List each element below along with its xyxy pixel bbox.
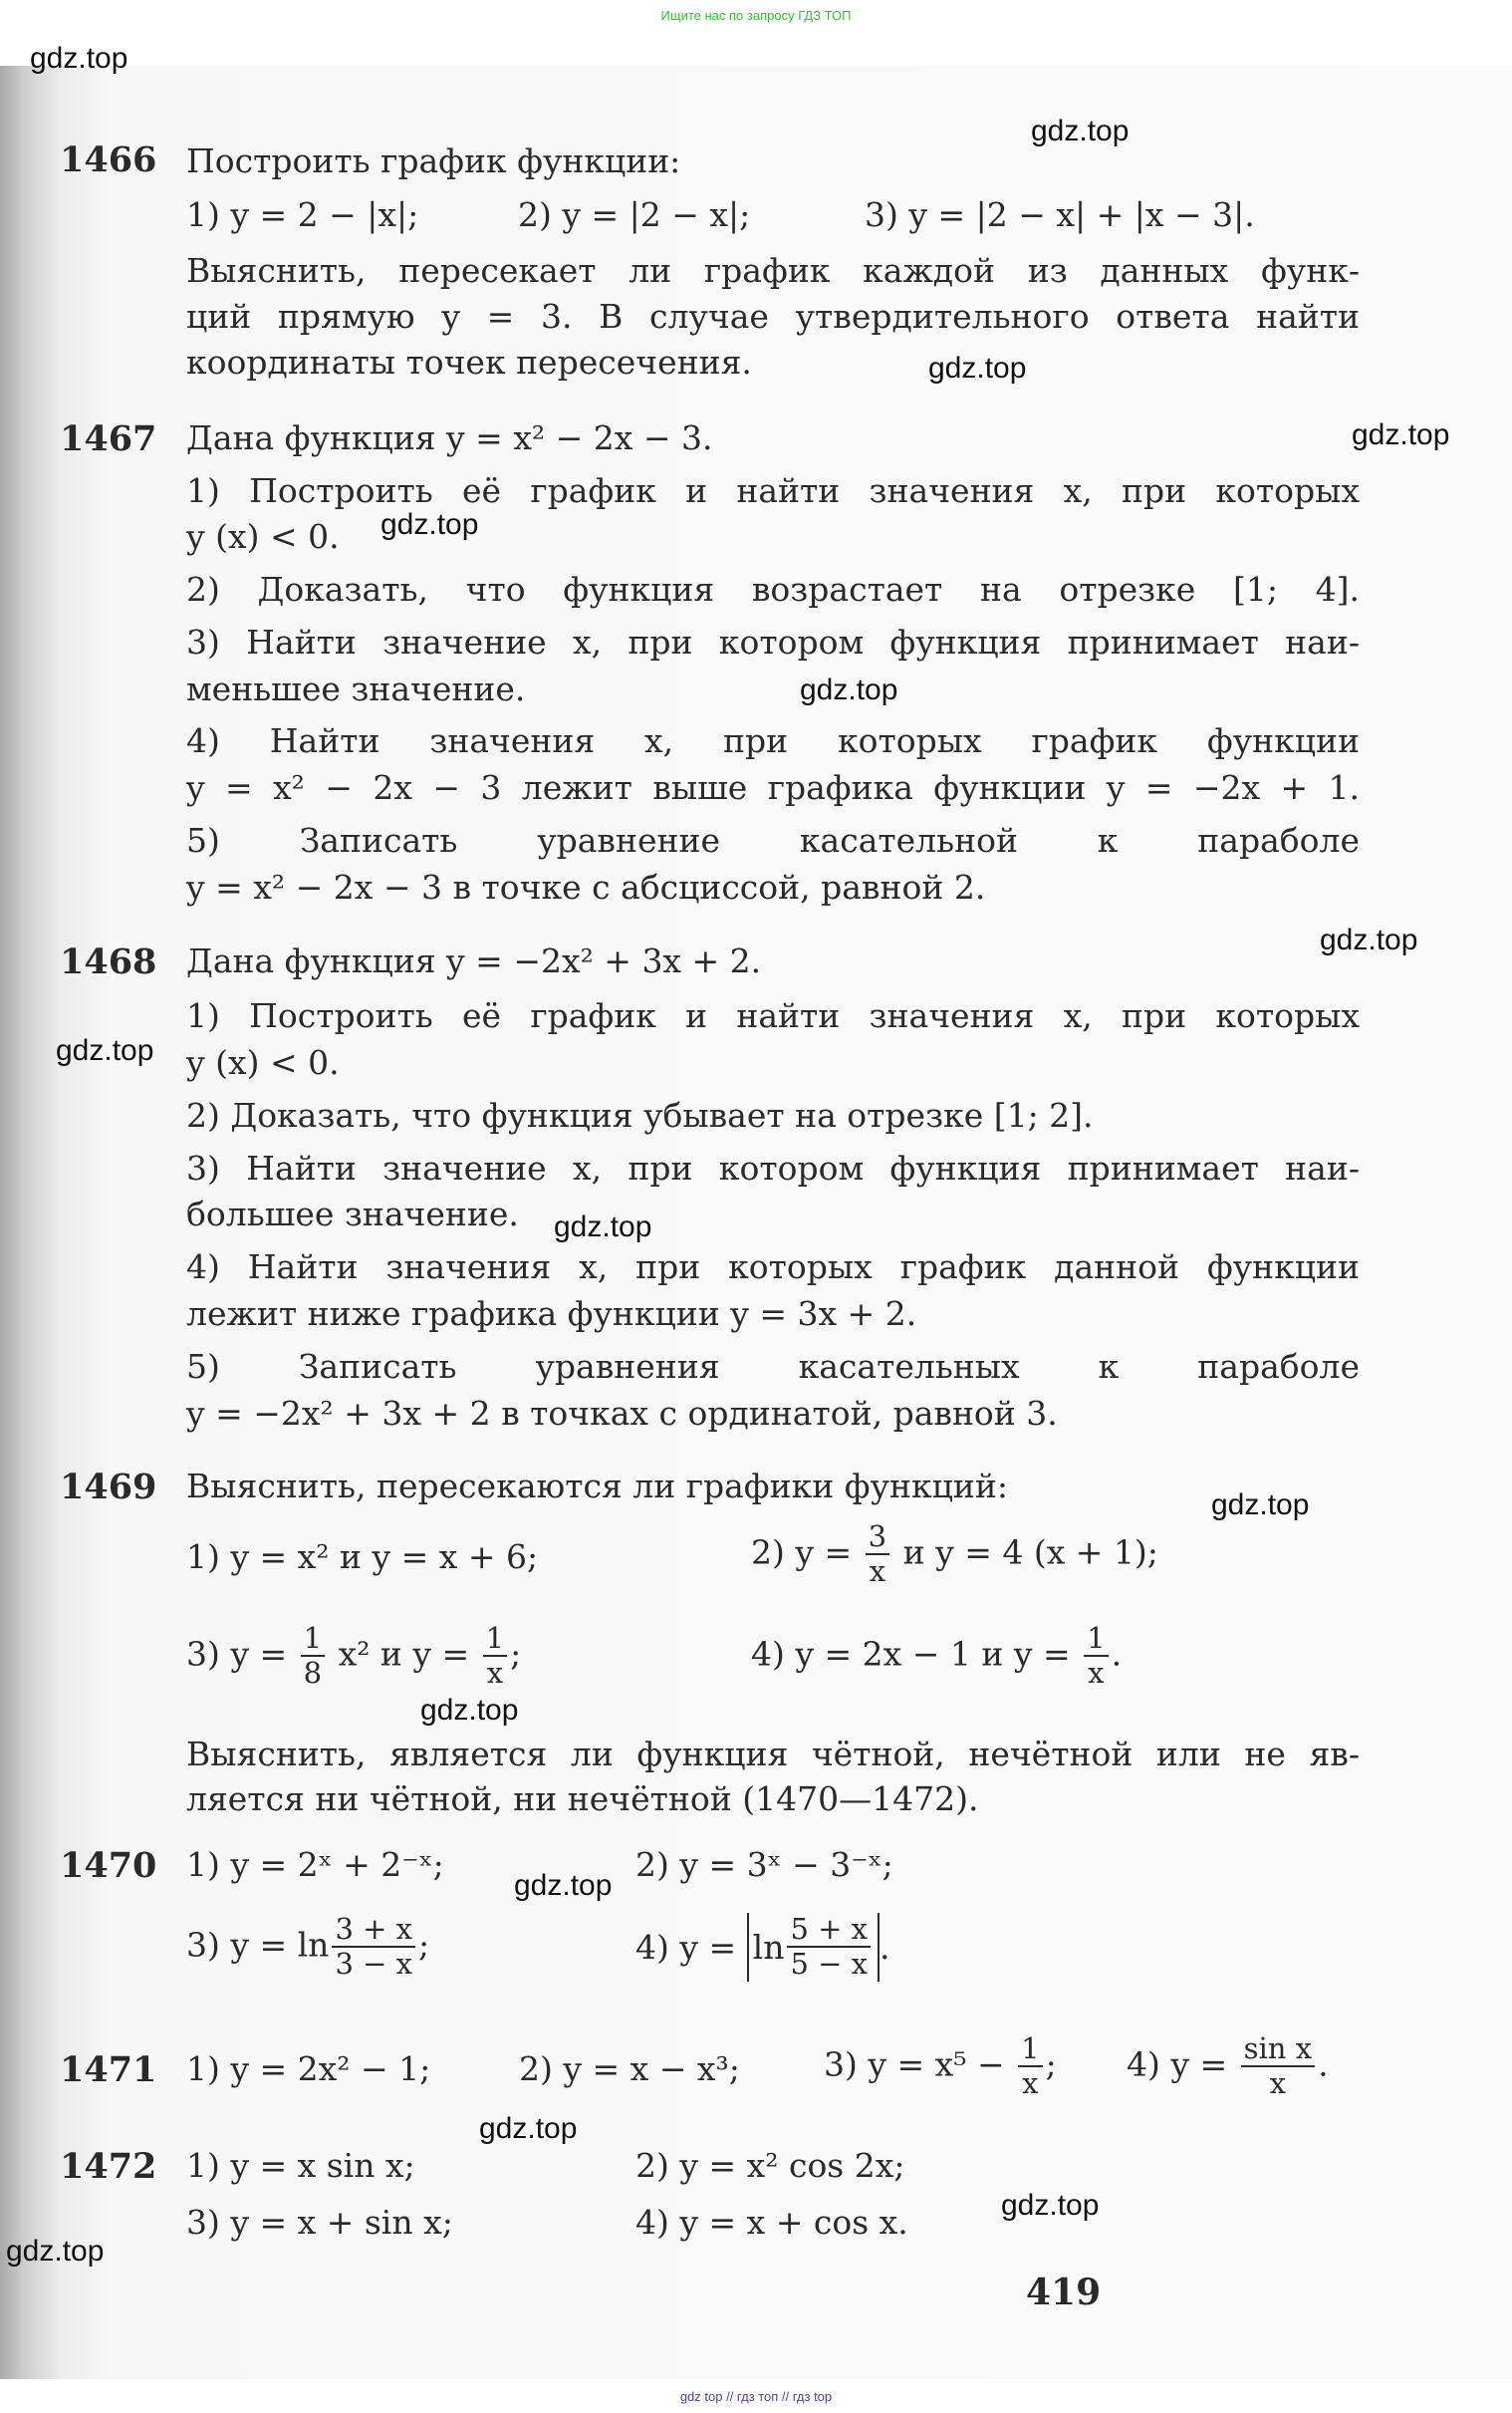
problem-text: Выяснить, пересекаются ли графики функций: (186, 1467, 1008, 1505)
problem-text: 1) Построить её график и найти значения x, при которых (186, 471, 1360, 510)
fraction (787, 1913, 871, 1982)
numerator: 1 (1018, 2032, 1042, 2067)
watermark: gdz.top (479, 2112, 578, 2145)
formula-1: 1) y = x² и y = x + 6; (186, 1537, 539, 1576)
problem-text: Дана функция y = −2x² + 3x + 2. (186, 941, 762, 980)
numerator: 1 (1084, 1622, 1108, 1657)
formula-4 (1127, 2032, 1329, 2101)
fraction (866, 1520, 889, 1589)
watermark: gdz.top (56, 1034, 154, 1067)
problem-text: Построить график функции: (186, 141, 681, 180)
numerator: 1 (483, 1622, 507, 1657)
watermark: gdz.top (928, 352, 1027, 385)
problem-text: y = −2x² + 3x + 2 в точках с ординатой, равной 3. (186, 1394, 1058, 1433)
formula-3 (824, 2032, 1057, 2101)
formula-2: 2) y = 3ˣ − 3⁻ˣ; (635, 1845, 893, 1884)
problem-text: 3) Найти значение x, при котором функция принимает наи- (186, 1149, 1360, 1188)
watermark: gdz.top (1001, 2189, 1100, 2222)
problem-text: 4) Найти значения x, при которых график функции (186, 721, 1360, 760)
denominator: 8 (303, 1656, 323, 1691)
problem-text: Дана функция y = x² − 2x − 3. (186, 418, 713, 457)
section-intro: Выяснить, является ли функция чётной, нечётной или не яв- (186, 1735, 1360, 1773)
fraction (1084, 1622, 1108, 1691)
problem-text: координаты точек пересечения. (186, 343, 752, 382)
watermark: gdz.top (30, 42, 128, 75)
formula-4: 4) y = x + cos x. (635, 2203, 908, 2242)
watermark: gdz.top (1352, 418, 1450, 451)
watermark: gdz.top (1031, 115, 1130, 147)
problem-text: ций прямую y = 3. В случае утвердительного ответа найти (186, 297, 1360, 336)
formula-2: 2) y = x² cos 2x; (635, 2146, 905, 2185)
numerator: 3 (866, 1520, 889, 1555)
problem-text: 1) Построить её график и найти значения x, при которых (186, 996, 1360, 1035)
problem-number-1467: 1467 (60, 418, 157, 459)
watermark: gdz.top (420, 1694, 519, 1727)
problem-text: Выяснить, пересекает ли график каждой из данных функ- (186, 251, 1360, 290)
formula-part: ln (752, 1927, 785, 1967)
formula-3: 3) y = |2 − x| + |x − 3|. (865, 195, 1255, 234)
formula-part: 3) y = ln (186, 1925, 330, 1965)
denominator: x (1269, 2066, 1287, 2101)
formula-part: . (1111, 1634, 1123, 1674)
formula-part: 4) y = (635, 1927, 747, 1967)
watermark: gdz.top (554, 1210, 652, 1243)
watermark: gdz.top (514, 1869, 613, 1902)
formula-4 (751, 1622, 1122, 1691)
problem-number-1471: 1471 (60, 2049, 157, 2090)
formula-4 (635, 1913, 890, 1982)
problem-text: 3) Найти значение x, при котором функция принимает наи- (186, 623, 1360, 662)
problem-text: 5) Записать уравнения касательных к параболе (186, 1347, 1360, 1386)
section-intro: ляется ни чётной, ни нечётной (1470—1472). (186, 1779, 979, 1818)
problem-number-1466: 1466 (60, 139, 157, 180)
problem-number-1469: 1469 (60, 1467, 157, 1507)
problem-text: меньшее значение. (186, 670, 526, 708)
denominator: 5 − x (790, 1947, 868, 1982)
formula-part: 3) y = x⁵ − (824, 2044, 1016, 2084)
watermark: gdz.top (1211, 1488, 1310, 1521)
formula-2 (751, 1520, 1158, 1589)
problem-text: y = x² − 2x − 3 в точке с абсциссой, равной 2. (186, 868, 986, 907)
watermark: gdz.top (1320, 924, 1418, 956)
formula-3 (186, 1913, 429, 1982)
formula-part: x² и y = (328, 1634, 480, 1674)
denominator: x (1088, 1656, 1105, 1691)
denominator: x (486, 1656, 504, 1691)
formula-part: 4) y = (1127, 2044, 1238, 2084)
problem-text: лежит ниже графика функции y = 3x + 2. (186, 1294, 917, 1333)
formula-part: 2) y = (751, 1532, 863, 1572)
formula-part: ; (418, 1925, 430, 1965)
problem-number-1468: 1468 (60, 941, 157, 982)
fraction (332, 1913, 415, 1982)
formula-1: 1) y = 2ˣ + 2⁻ˣ; (186, 1845, 444, 1884)
formula-part: ; (510, 1634, 522, 1674)
problem-number-1472: 1472 (60, 2146, 157, 2187)
formula-part: . (880, 1927, 890, 1967)
formula-1: 1) y = 2x² − 1; (186, 2049, 431, 2088)
denominator: 3 − x (335, 1947, 412, 1982)
problem-text: y (x) < 0. (186, 1043, 340, 1082)
formula-1: 1) y = x sin x; (186, 2146, 415, 2185)
absolute-value (747, 1913, 880, 1982)
problem-text: y (x) < 0. (186, 517, 340, 556)
problem-text: 2) Доказать, что функция убывает на отрезке [1; 2]. (186, 1096, 1094, 1135)
formula-3 (186, 1622, 521, 1691)
watermark: gdz.top (800, 673, 898, 706)
fraction (1241, 2032, 1315, 2101)
formula-part: 3) y = (186, 1634, 298, 1674)
footer-text: gdz top // гдз топ // гдз top (679, 2389, 833, 2404)
watermark: gdz.top (6, 2235, 105, 2268)
problem-text: 5) Записать уравнение касательной к параболе (186, 821, 1360, 860)
formula-1: 1) y = 2 − |x|; (186, 195, 419, 234)
problem-text: 4) Найти значения x, при которых график данной функции (186, 1247, 1360, 1286)
numerator: 5 + x (787, 1913, 871, 1948)
denominator: x (869, 1554, 886, 1589)
formula-3: 3) y = x + sin x; (186, 2203, 453, 2242)
numerator: 1 (301, 1622, 325, 1657)
problem-text: 2) Доказать, что функция возрастает на отрезке [1; 4]. (186, 570, 1360, 609)
formula-2: 2) y = |2 − x|; (518, 195, 751, 234)
denominator: x (1022, 2066, 1039, 2101)
fraction (1018, 2032, 1042, 2101)
watermark: gdz.top (380, 508, 479, 541)
numerator: sin x (1241, 2032, 1315, 2067)
numerator: 3 + x (332, 1913, 415, 1948)
formula-2: 2) y = x − x³; (519, 2049, 740, 2088)
formula-part: и y = 4 (x + 1); (892, 1532, 1158, 1572)
problem-text: y = x² − 2x − 3 лежит выше графика функции y = −2x + 1. (186, 768, 1360, 807)
formula-part: 4) y = 2x − 1 и y = (751, 1634, 1082, 1674)
problem-number-1470: 1470 (60, 1845, 157, 1886)
formula-part: . (1318, 2044, 1329, 2084)
fraction (483, 1622, 507, 1691)
fraction (301, 1622, 325, 1691)
top-banner: Ищите нас по запросу ГДЗ ТОП (660, 8, 852, 23)
formula-part: ; (1045, 2044, 1057, 2084)
page-number: 419 (1026, 2272, 1102, 2313)
problem-text: большее значение. (186, 1195, 519, 1233)
